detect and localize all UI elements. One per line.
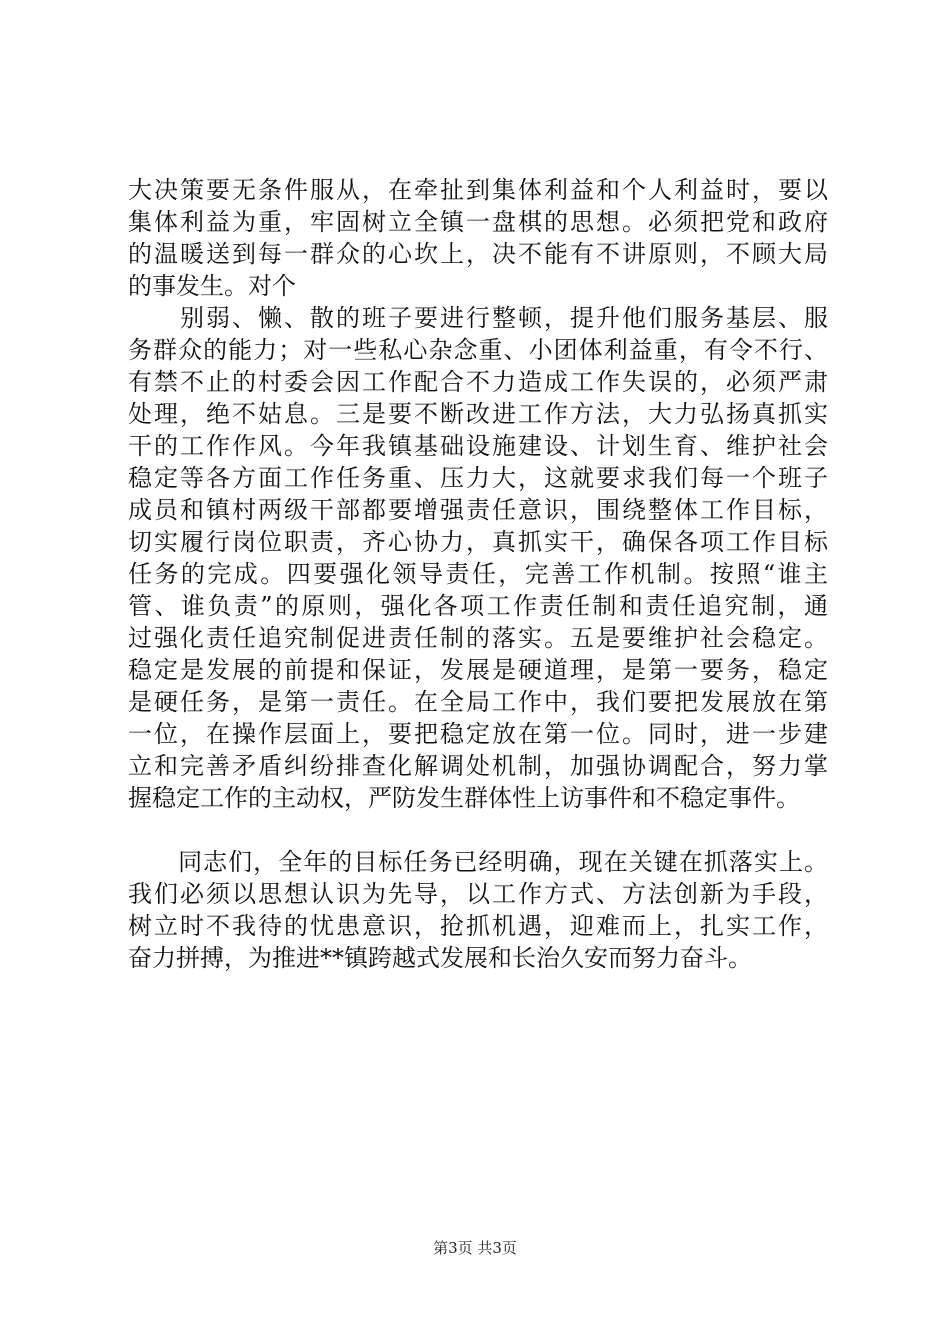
text-line: 集体利益为重，牢固树立全镇一盘棋的思想。必须把党和政府 — [128, 208, 828, 236]
text-line: 稳定是发展的前提和保证，发展是硬道理，是第一要务，稳定 — [128, 656, 828, 684]
text-line: 我们必须以思想认识为先导，以工作方式、方法创新为手段， — [128, 880, 828, 908]
text-line: 握稳定工作的主动权，严防发生群体性上访事件和不稳定事件。 — [128, 784, 800, 812]
paragraph-1 — [128, 174, 828, 302]
text-line: 成员和镇村两级干部都要增强责任意识，围绕整体工作目标， — [128, 496, 828, 524]
document-body — [128, 174, 828, 974]
paragraph-3 — [128, 846, 828, 974]
text-line: 别弱、懒、散的班子要进行整顿，提升他们服务基层、服 — [128, 304, 828, 332]
text-line: 切实履行岗位职责，齐心协力，真抓实干，确保各项工作目标 — [128, 528, 828, 556]
text-line: 过强化责任追究制促进责任制的落实。五是要维护社会稳定。 — [128, 624, 828, 652]
text-line: 同志们，全年的目标任务已经明确，现在关键在抓落实上。 — [128, 848, 828, 876]
page-number-footer: 第3页 共3页 — [433, 1239, 517, 1257]
text-line: 管、谁负责”的原则，强化各项工作责任制和责任追究制，通 — [128, 592, 828, 620]
paragraph-2 — [128, 302, 828, 814]
text-line: 大决策要无条件服从，在牵扯到集体利益和个人利益时，要以 — [128, 176, 828, 204]
text-line: 稳定等各方面工作任务重、压力大，这就要求我们每一个班子 — [128, 464, 828, 492]
text-line: 奋力拼搏，为推进**镇跨越式发展和长治久安而努力奋斗。 — [128, 944, 752, 972]
text-line: 任务的完成。四要强化领导责任，完善工作机制。按照“谁主 — [128, 560, 828, 588]
text-line: 处理，绝不姑息。三是要不断改进工作方法，大力弘扬真抓实 — [128, 400, 828, 428]
text-line: 树立时不我待的忧患意识，抢抓机遇，迎难而上，扎实工作， — [128, 912, 828, 940]
text-line: 干的工作作风。今年我镇基础设施建设、计划生育、维护社会 — [128, 432, 828, 460]
text-line: 有禁不止的村委会因工作配合不力造成工作失误的，必须严肃 — [128, 368, 828, 396]
text-line: 的事发生。对个 — [128, 272, 296, 300]
text-line: 一位，在操作层面上，要把稳定放在第一位。同时，进一步建 — [128, 720, 828, 748]
text-line: 立和完善矛盾纠纷排查化解调处机制，加强协调配合，努力掌 — [128, 752, 828, 780]
text-line: 的温暖送到每一群众的心坎上，决不能有不讲原则，不顾大局 — [128, 240, 828, 268]
text-line: 务群众的能力；对一些私心杂念重、小团体利益重，有令不行、 — [128, 336, 828, 364]
text-line: 是硬任务，是第一责任。在全局工作中，我们要把发展放在第 — [128, 688, 828, 716]
paragraph-spacer — [128, 814, 828, 846]
